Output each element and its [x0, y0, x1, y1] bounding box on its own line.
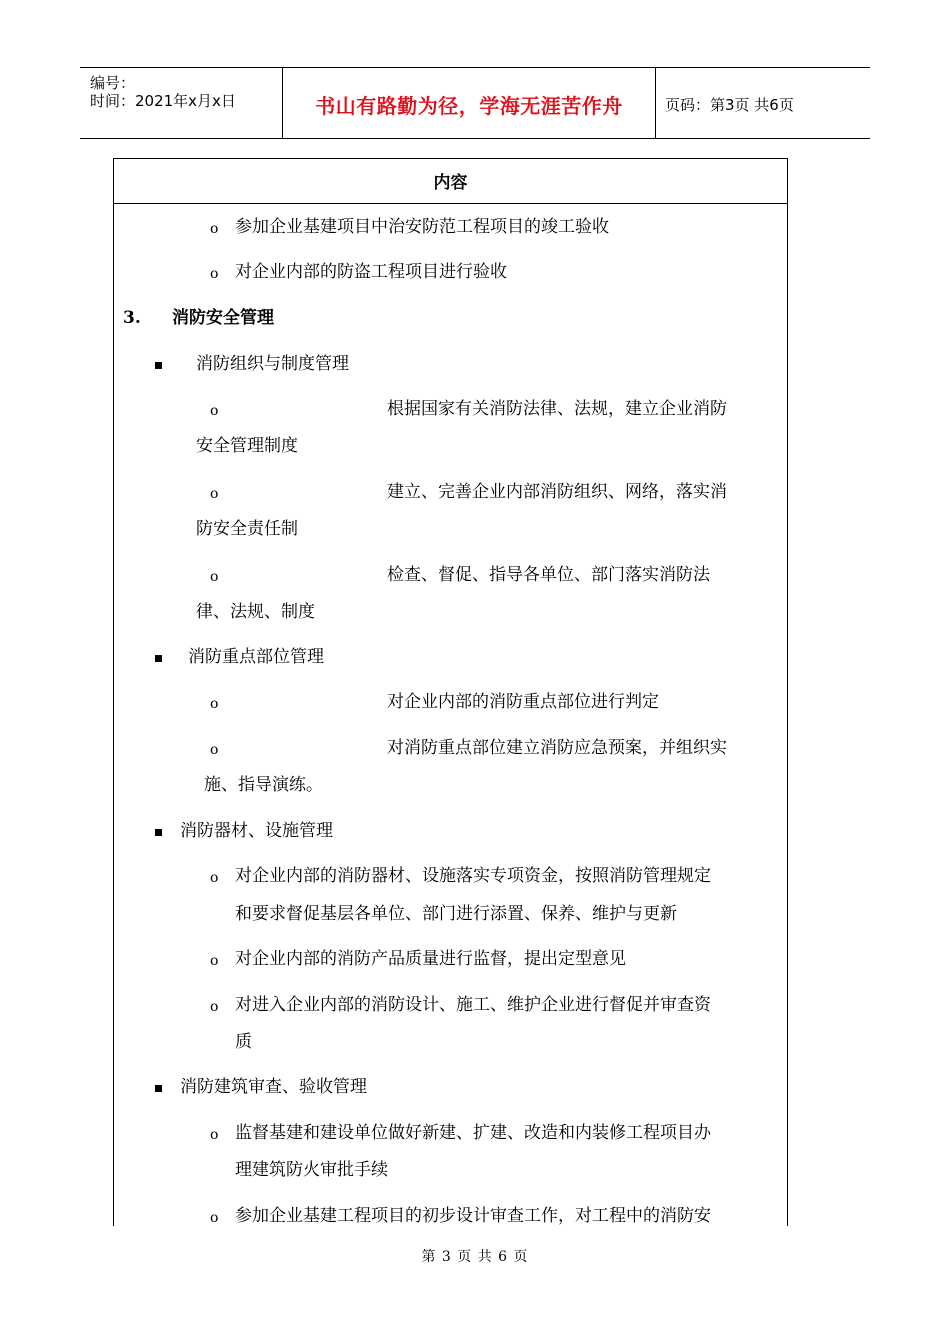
list-item: 对进入企业内部的消防设计、施工、维护企业进行督促并审查资 — [235, 995, 711, 1015]
time-label: 时间：2021年x月x日 — [90, 92, 236, 110]
list-item-continuation: 理建筑防火审批手续 — [235, 1160, 388, 1180]
list-item-continuation: 律、法规、制度 — [196, 602, 315, 622]
list-item: 对企业内部的消防器材、设施落实专项资金，按照消防管理规定 — [235, 866, 711, 886]
circle-bullet-icon: o — [210, 486, 219, 502]
circle-bullet-icon: o — [210, 266, 219, 282]
list-item: 检查、督促、指导各单位、部门落实消防法 — [387, 565, 710, 585]
square-bullet-icon — [155, 655, 162, 662]
list-item: 对企业内部的消防产品质量进行监督，提出定型意见 — [235, 949, 626, 969]
circle-bullet-icon: o — [210, 696, 219, 712]
circle-bullet-icon: o — [210, 742, 219, 758]
subsection-title: 消防重点部位管理 — [188, 647, 324, 667]
square-bullet-icon — [155, 1085, 162, 1092]
circle-bullet-icon: o — [210, 1127, 219, 1143]
circle-bullet-icon: o — [210, 870, 219, 886]
list-item-continuation: 防安全责任制 — [196, 519, 298, 539]
header-meta-cell — [80, 68, 282, 138]
page-label: 页码：第3页 共6页 — [665, 96, 794, 114]
list-item-continuation: 施、指导演练。 — [204, 775, 323, 795]
page-footer: 第 3 页 共 6 页 — [421, 1249, 529, 1265]
section-title: 消防安全管理 — [172, 308, 274, 328]
list-item: 对企业内部的消防重点部位进行判定 — [387, 692, 659, 712]
motto: 书山有路勤为径，学海无涯苦作舟 — [315, 94, 623, 118]
section-number: 3. — [123, 308, 141, 328]
square-bullet-icon — [155, 829, 162, 836]
circle-bullet-icon: o — [210, 221, 219, 237]
header-page-cell — [655, 68, 870, 138]
square-bullet-icon — [155, 362, 162, 369]
list-item: 对企业内部的防盗工程项目进行验收 — [235, 262, 507, 282]
circle-bullet-icon: o — [210, 569, 219, 585]
list-item: 参加企业基建工程项目的初步设计审查工作，对工程中的消防安 — [235, 1206, 711, 1226]
circle-bullet-icon: o — [210, 403, 219, 419]
circle-bullet-icon: o — [210, 999, 219, 1015]
subsection-title: 消防器材、设施管理 — [180, 821, 333, 841]
subsection-title: 消防建筑审查、验收管理 — [180, 1077, 367, 1097]
list-item: 参加企业基建项目中治安防范工程项目的竣工验收 — [235, 217, 609, 237]
circle-bullet-icon: o — [210, 953, 219, 969]
content-box — [113, 158, 788, 1226]
list-item: 监督基建和建设单位做好新建、扩建、改造和内装修工程项目办 — [235, 1123, 711, 1143]
header-motto-cell — [282, 68, 656, 138]
list-item: 对消防重点部位建立消防应急预案，并组织实 — [387, 738, 727, 758]
list-item: 根据国家有关消防法律、法规，建立企业消防 — [387, 399, 727, 419]
subsection-title: 消防组织与制度管理 — [196, 354, 349, 374]
page-header — [80, 67, 870, 139]
circle-bullet-icon: o — [210, 1210, 219, 1226]
serial-label: 编号： — [90, 74, 136, 92]
list-item: 建立、完善企业内部消防组织、网络，落实消 — [387, 482, 727, 502]
list-item-continuation: 安全管理制度 — [196, 436, 298, 456]
list-item-continuation: 和要求督促基层各单位、部门进行添置、保养、维护与更新 — [235, 904, 677, 924]
list-item-continuation: 质 — [235, 1032, 252, 1052]
content-title: 内容 — [114, 159, 787, 204]
